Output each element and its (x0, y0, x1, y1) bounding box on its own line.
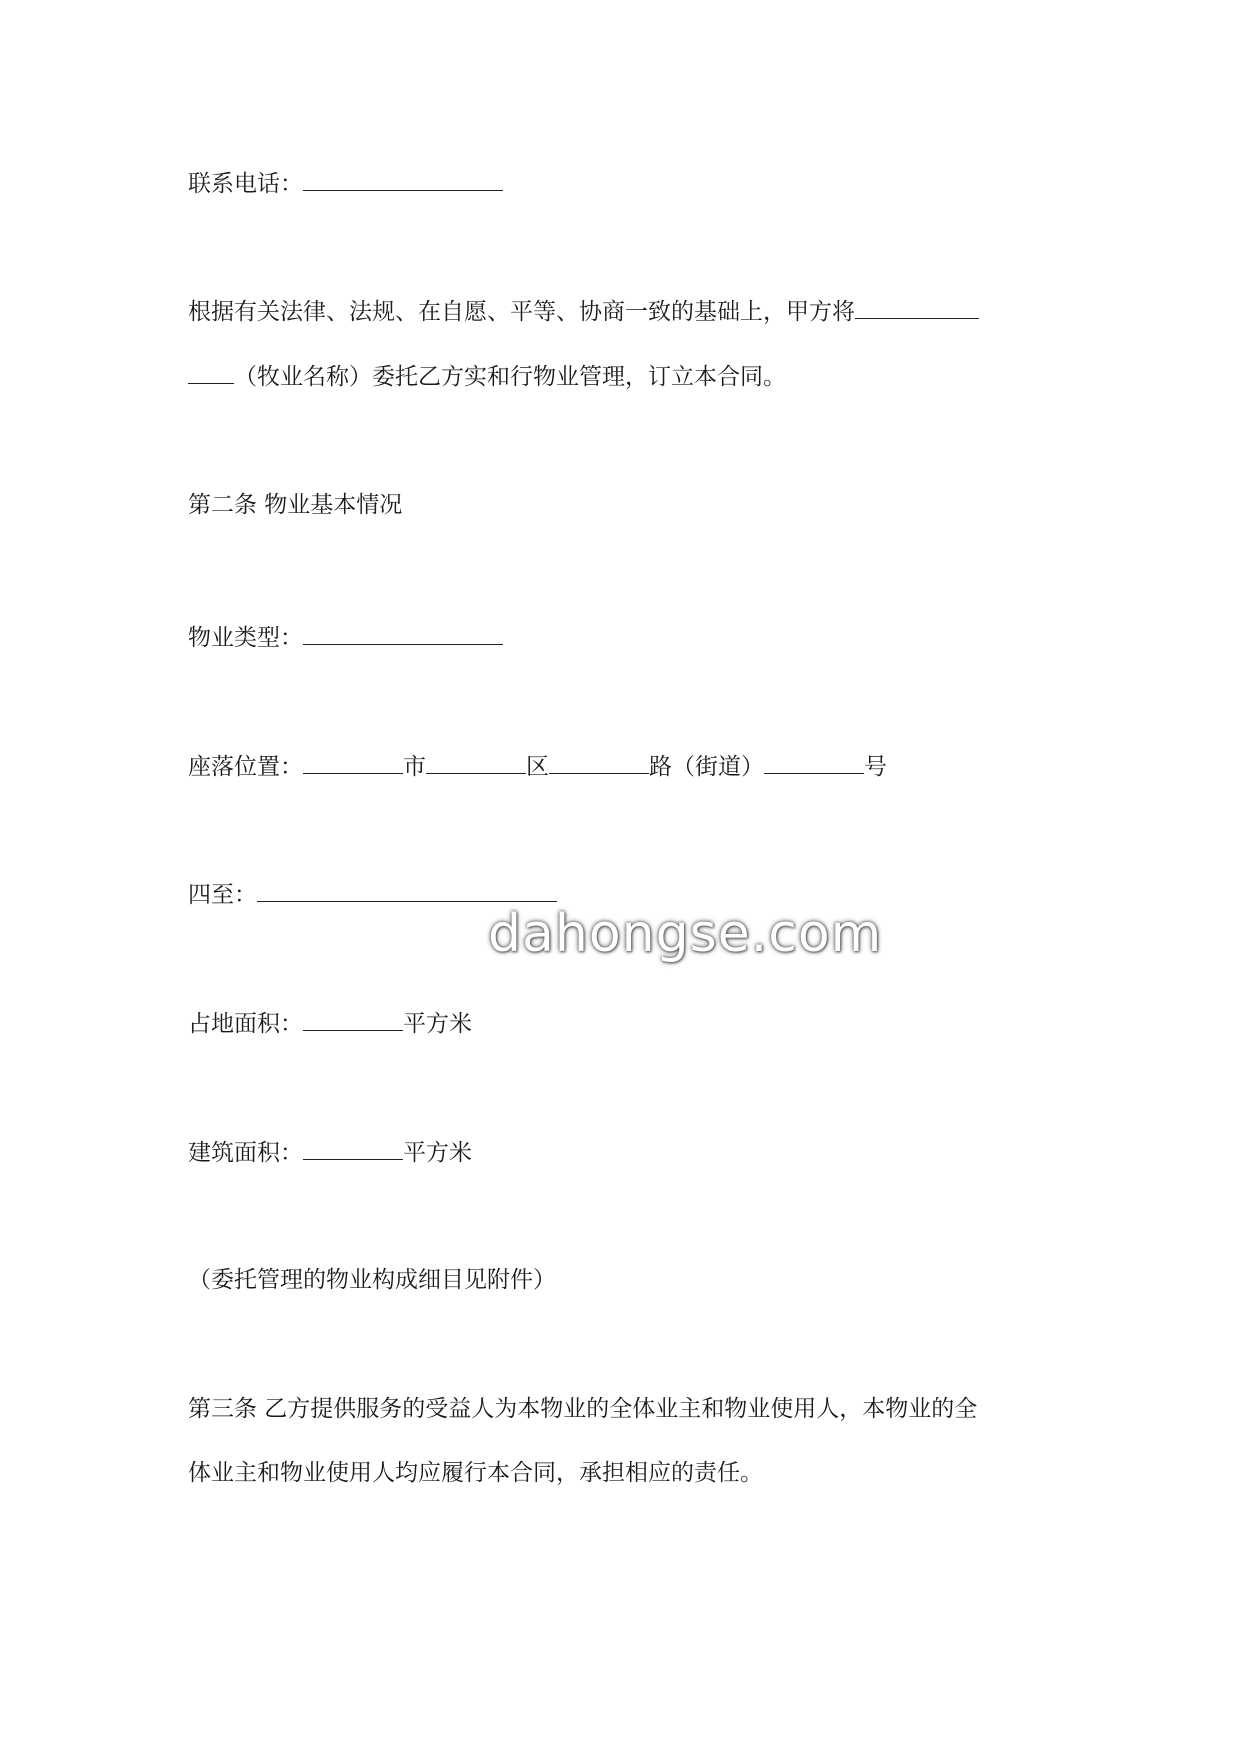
city-blank (303, 751, 403, 774)
district-blank (426, 751, 526, 774)
city-unit: 市 (403, 754, 426, 780)
article-2-title: 第二条 物业基本情况 (188, 492, 403, 518)
building-area-unit: 平方米 (403, 1140, 472, 1166)
contact-phone-line (188, 168, 503, 199)
preamble-line-2 (188, 361, 786, 392)
preamble-text-2: （牧业名称）委托乙方实和行物业管理，订立本合同。 (234, 364, 786, 390)
property-type-line (188, 622, 503, 653)
preamble-text-1: 根据有关法律、法规、在自愿、平等、协商一致的基础上，甲方将 (188, 299, 855, 325)
contact-phone-label: 联系电话： (188, 171, 303, 197)
land-area-blank (303, 1008, 403, 1031)
road-blank (549, 751, 649, 774)
boundaries-label: 四至： (188, 882, 257, 908)
watermark: dahongse.com (488, 904, 883, 964)
number-unit: 号 (864, 754, 887, 780)
property-type-blank (303, 622, 503, 645)
article-3-line-1: 第三条 乙方提供服务的受益人为本物业的全体业主和物业使用人，本物业的全 (188, 1396, 978, 1422)
contact-phone-blank (303, 168, 503, 191)
land-area-line (188, 1008, 472, 1039)
land-area-unit: 平方米 (403, 1011, 472, 1037)
property-type-label: 物业类型： (188, 625, 303, 651)
building-area-label: 建筑面积： (188, 1140, 303, 1166)
attachment-note: （委托管理的物业构成细目见附件） (188, 1267, 556, 1293)
district-unit: 区 (526, 754, 549, 780)
preamble-line-1 (188, 296, 979, 327)
building-area-blank (303, 1137, 403, 1160)
property-name-blank-1 (855, 296, 979, 319)
article-3-line-2: 体业主和物业使用人均应履行本合同，承担相应的责任。 (188, 1460, 763, 1486)
building-area-line (188, 1137, 472, 1168)
land-area-label: 占地面积： (188, 1011, 303, 1037)
location-label: 座落位置： (188, 754, 303, 780)
location-line (188, 751, 887, 782)
property-name-blank-2 (188, 361, 234, 384)
road-unit: 路（街道） (649, 754, 764, 780)
boundaries-blank (257, 879, 557, 902)
number-blank (764, 751, 864, 774)
